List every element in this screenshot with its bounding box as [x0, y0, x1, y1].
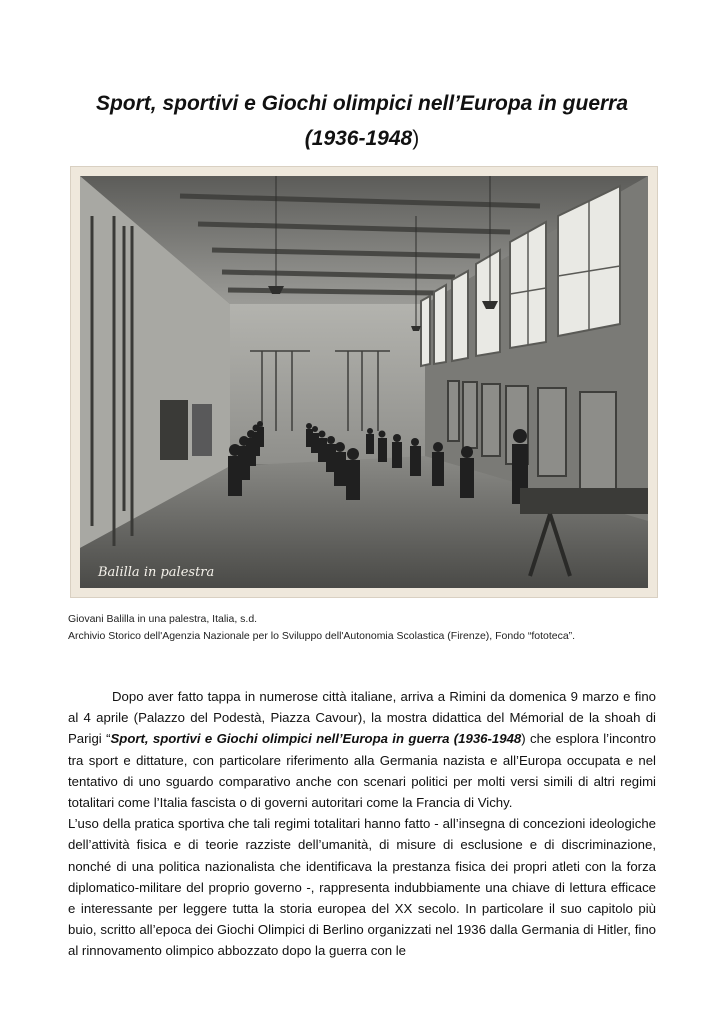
document-title [60, 86, 664, 156]
gym-photograph [70, 166, 658, 598]
photo-caption [68, 611, 668, 645]
caption-line-1: Giovani Balilla in una palestra, Italia, s.d. [68, 613, 258, 625]
gym-photo-illustration [80, 176, 648, 588]
photo-handwritten-label: Balilla in palestra [98, 565, 215, 580]
paragraph-2: L’uso della pratica sportiva che tali regimi totalitari hanno fatto - all’insegna di concezioni ideologiche dell’attività fisica e di teorie razziste dell’umanità, di misure di esclusione e di discriminazione, nonché di una politica nazionalista che identificava la prestanza fisica dei propri atleti con la forza diplomatico-militare del proprio governo -, rappresenta indubbiamente una chiave di lettura efficace e interessante per leggere tutta la storia europea del XX secolo. In particolare il suo capitolo più buio, scritto all’epoca dei Giochi Olimpici di Berlino organizzati nel 1936 dalla Germania di Hitler, fino al rinnovamento olimpico abbozzato dopo la guerra con le [68, 816, 656, 959]
title-line-1: Sport, sportivi e Giochi olimpici nell’Europa in guerra [95, 92, 629, 115]
title-closing-paren: ) [412, 127, 420, 150]
article-body [68, 686, 656, 962]
exhibition-title-emphasis: Sport, sportivi e Giochi olimpici nell’Europa in guerra (1936-1948 [110, 731, 522, 747]
paragraph-1-text-start: Dopo aver fatto tappa in numerose città italiane, arriva a Rimini da domenica 9 marzo e fino al 4 aprile (Palazzo del Podestà, Piazza Cavour), la mostra didattica del Mémorial de la shoah di Parigi “ [68, 689, 656, 747]
title-line-2: (1936-1948 [304, 127, 413, 150]
paragraph-1-text-end: ) che esplora l’incontro tra sport e dittature, con particolare riferimento alla Germania nazista e all’Europa occupata e nel tentativo di uno sguardo comparativo anche con scenari politici per molti versi simili di altri regimi totalitari come l’Italia fascista o di governi autoritari come la Francia di Vichy. [68, 731, 656, 811]
caption-line-2: Archivio Storico dell'Agenzia Nazionale per lo Sviluppo dell'Autonomia Scolastica (Firenze), Fondo “fototeca”. [68, 630, 576, 642]
paragraph-1 [68, 686, 656, 813]
